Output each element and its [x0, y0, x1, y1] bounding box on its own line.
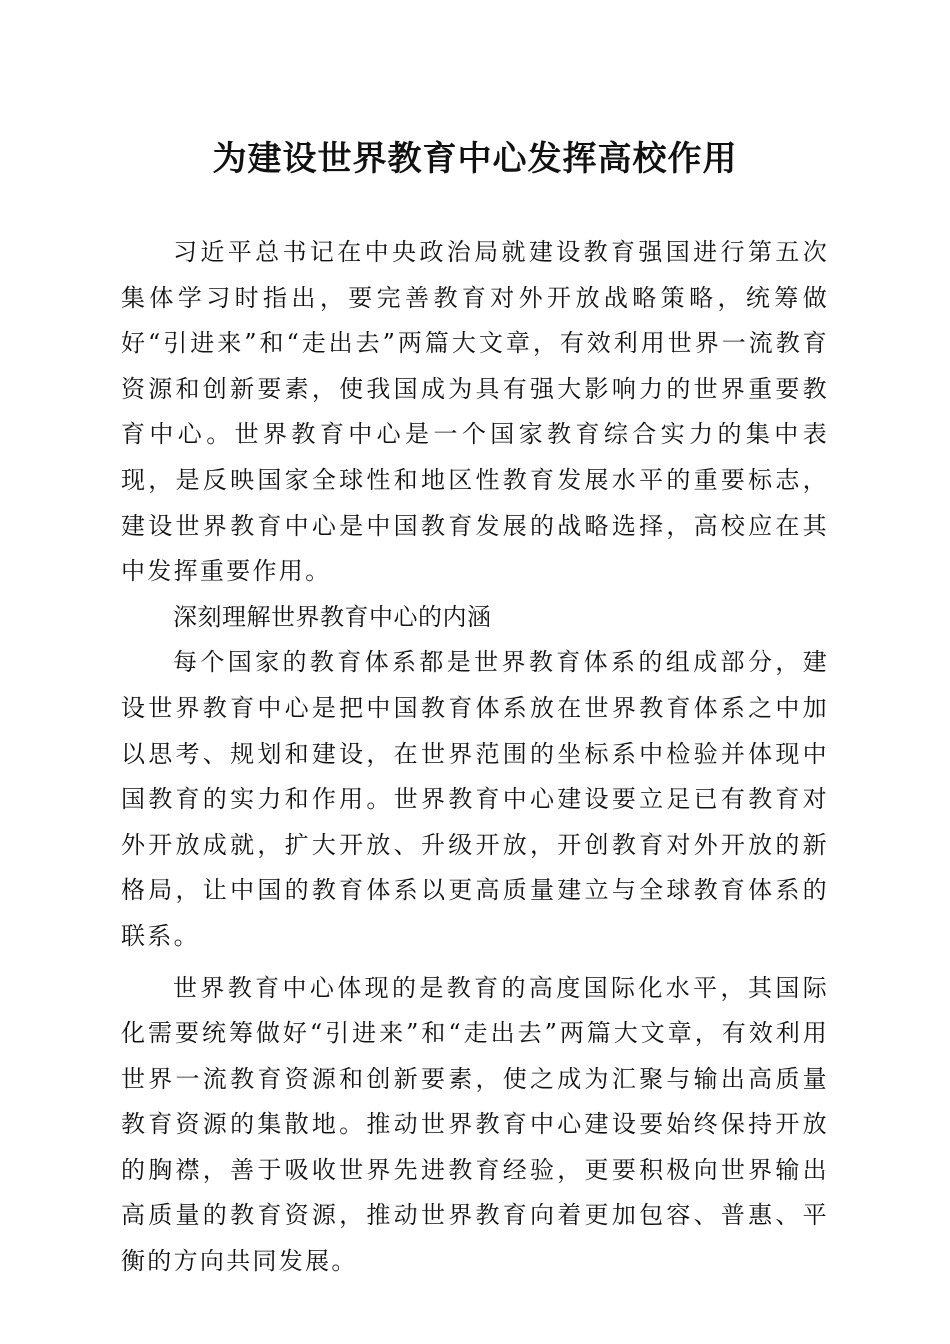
document-body	[121, 230, 829, 1285]
paragraph-education-system: 每个国家的教育体系都是世界教育体系的组成部分，建设世界教育中心是把中国教育体系放在世界教育体系之中加以思考、规划和建设，在世界范围的坐标系中检验并体现中国教育的实力和作用。世界教育中心建设要立足已有教育对外开放成就，扩大开放、升级开放，开创教育对外开放的新格局，让中国的教育体系以更高质量建立与全球教育体系的联系。	[121, 648, 829, 950]
document-title: 为建设世界教育中心发挥高校作用	[212, 139, 738, 179]
paragraph-internationalization: 世界教育中心体现的是教育的高度国际化水平，其国际化需要统筹做好“引进来”和“走出去”两篇大文章，有效利用世界一流教育资源和创新要素，使之成为汇聚与输出高质量教育资源的集散地。推动世界教育中心建设要始终保持开放的胸襟，善于吸收世界先进教育经验，更要积极向世界输出高质量的教育资源，推动世界教育向着更加包容、普惠、平衡的方向共同发展。	[121, 973, 829, 1276]
section-heading: 深刻理解世界教育中心的内涵	[173, 602, 492, 631]
paragraph-intro: 习近平总书记在中央政治局就建设教育强国进行第五次集体学习时指出，要完善教育对外开放战略策略，统筹做好“引进来”和“走出去”两篇大文章，有效利用世界一流教育资源和创新要素，使我国成为具有强大影响力的世界重要教育中心。世界教育中心是一个国家教育综合实力的集中表现，是反映国家全球性和地区性教育发展水平的重要标志，建设世界教育中心是中国教育发展的战略选择，高校应在其中发挥重要作用。	[121, 238, 829, 586]
